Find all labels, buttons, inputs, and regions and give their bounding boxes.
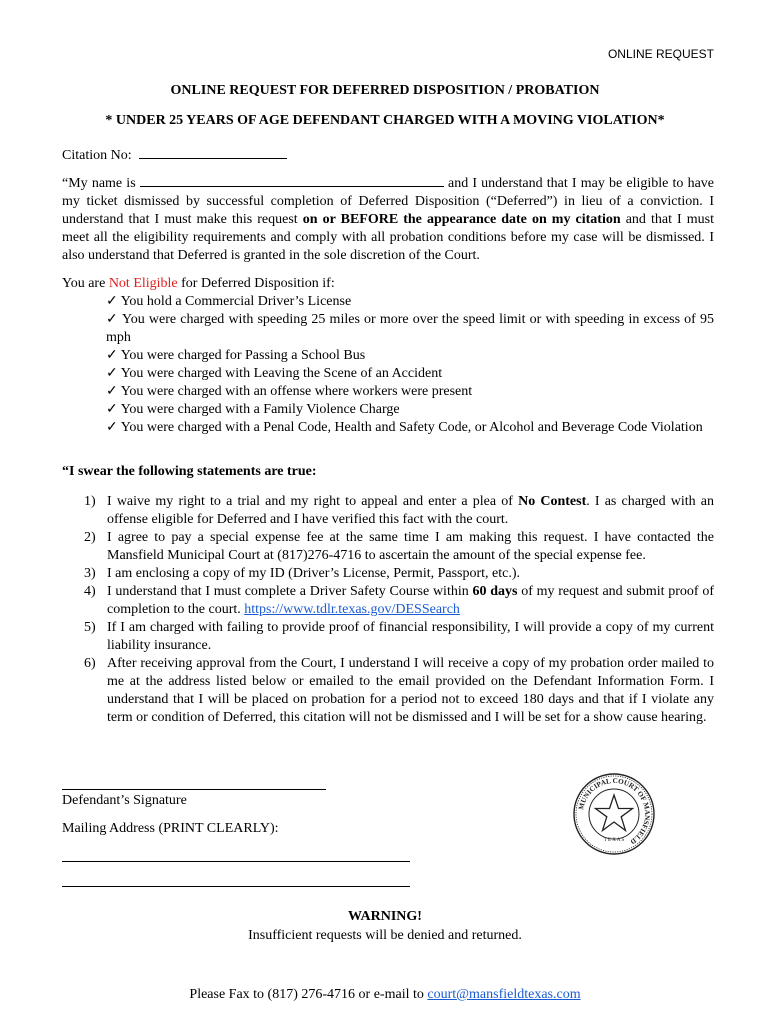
checkmark-icon: ✓ bbox=[106, 402, 118, 417]
not-eligible-suffix: for Deferred Disposition if: bbox=[181, 276, 335, 291]
intro-bold-text: on or BEFORE the appearance date on my citation bbox=[302, 212, 621, 227]
list-item: 6) After receiving approval from the Court, I understand I will receive a copy of my probation order mailed to me at the address listed below or emailed to the email provided on the Defendant Information Form. I understand that I will be placed on probation for a period not to exceed 180 days and that if I violate any term or condition of Deferred, this citation will not be dismissed and I will be set for a show cause hearing. bbox=[84, 656, 714, 725]
not-eligible-prefix: You are bbox=[62, 276, 106, 291]
not-eligible-heading bbox=[62, 275, 714, 293]
list-item: 1) I waive my right to a trial and my right to appeal and enter a plea of No Contest. I as charged with an offense eligible for Deferred and I have verified this fact with the court. bbox=[84, 494, 714, 527]
checkmark-icon: ✓ bbox=[106, 348, 118, 363]
list-item: 5) If I am charged with failing to provide proof of financial responsibility, I will provide a copy of my current liability insurance. bbox=[84, 620, 714, 653]
list-item: ✓ You were charged for Passing a School Bus bbox=[106, 348, 366, 363]
page-title: ONLINE REQUEST FOR DEFERRED DISPOSITION / PROBATION bbox=[170, 83, 600, 98]
list-item: 4) I understand that I must complete a Driver Safety Course within 60 days of my request and submit proof of completion to the court. https://www.tdlr.texas.gov/DESSearch bbox=[84, 584, 715, 617]
not-eligible-highlight: Not Eligible bbox=[108, 276, 178, 291]
citation-label: Citation No: bbox=[62, 148, 132, 163]
page-subtitle: * UNDER 25 YEARS OF AGE DEFENDANT CHARGED WITH A MOVING VIOLATION* bbox=[105, 113, 665, 128]
checkmark-icon: ✓ bbox=[106, 366, 118, 381]
checkmark-icon: ✓ bbox=[106, 384, 118, 399]
intro-text-3: and that I must meet all the eligibility requirements and comply with all probation conditions before my case will be dismissed. I also understand that Deferred is granted in the sole discretion of the Court. bbox=[62, 212, 714, 263]
intro-paragraph bbox=[62, 173, 714, 265]
court-seal-icon bbox=[572, 772, 656, 856]
list-item: ✓ You were charged with a Penal Code, Health and Safety Code, or Alcohol and Beverage Code Violation bbox=[106, 420, 703, 435]
list-item: ✓ You were charged with an offense where workers were present bbox=[106, 384, 473, 399]
citation-number-field[interactable] bbox=[139, 145, 287, 159]
footer-text: Please Fax to (817) 276-4716 or e-mail to bbox=[189, 987, 424, 1002]
list-item: ✓ You were charged with speeding 25 miles or more over the speed limit or with speeding in excess of 95 mph bbox=[106, 312, 715, 345]
checkmark-icon: ✓ bbox=[106, 420, 118, 435]
warning-title: WARNING! bbox=[348, 909, 422, 924]
list-item: ✓ You hold a Commercial Driver’s License bbox=[106, 294, 352, 309]
list-item: 3) I am enclosing a copy of my ID (Driver’s License, Permit, Passport, etc.). bbox=[84, 566, 521, 581]
footer-contact bbox=[0, 987, 770, 1003]
checkmark-icon: ✓ bbox=[106, 312, 119, 327]
seal-text: MUNICIPAL COURT OF MANSFIELD bbox=[577, 776, 652, 846]
citation-line bbox=[62, 145, 714, 165]
dessearch-link[interactable]: https://www.tdlr.texas.gov/DESSearch bbox=[244, 602, 460, 617]
list-item: ✓ You were charged with Leaving the Scene of an Accident bbox=[106, 366, 443, 381]
signature-label: Defendant’s Signature bbox=[62, 793, 187, 808]
warning-text: Insufficient requests will be denied and returned. bbox=[248, 928, 522, 943]
list-item: 2) I agree to pay a special expense fee at the same time I am making this request. I have contacted the Mansfield Municipal Court at (817)276-4716 to ascertain the amount of the special expense fee. bbox=[84, 530, 714, 563]
statements-list bbox=[84, 493, 714, 727]
mailing-address-label: Mailing Address (PRINT CLEARLY): bbox=[62, 821, 279, 836]
intro-text-1: “My name is bbox=[62, 176, 136, 191]
seal-state-letters: T E X A S bbox=[603, 838, 625, 843]
email-link[interactable]: court@mansfieldtexas.com bbox=[427, 987, 581, 1002]
name-field[interactable] bbox=[140, 173, 444, 187]
not-eligible-list bbox=[106, 293, 714, 437]
mailing-address-line-1[interactable] bbox=[62, 861, 410, 862]
checkmark-icon: ✓ bbox=[106, 294, 118, 309]
signature-line[interactable] bbox=[62, 789, 326, 790]
corner-label: ONLINE REQUEST bbox=[607, 47, 714, 61]
intro-text-2: and I understand that I may be eligible to have my ticket dismissed by successful completion of Deferred Disposition (“Deferred”) in lieu of a conviction. I understand that I must make this request bbox=[62, 176, 715, 227]
mailing-address-line-2[interactable] bbox=[62, 886, 410, 887]
swear-heading: “I swear the following statements are true: bbox=[62, 464, 317, 479]
list-item: ✓ You were charged with a Family Violence Charge bbox=[106, 402, 400, 417]
